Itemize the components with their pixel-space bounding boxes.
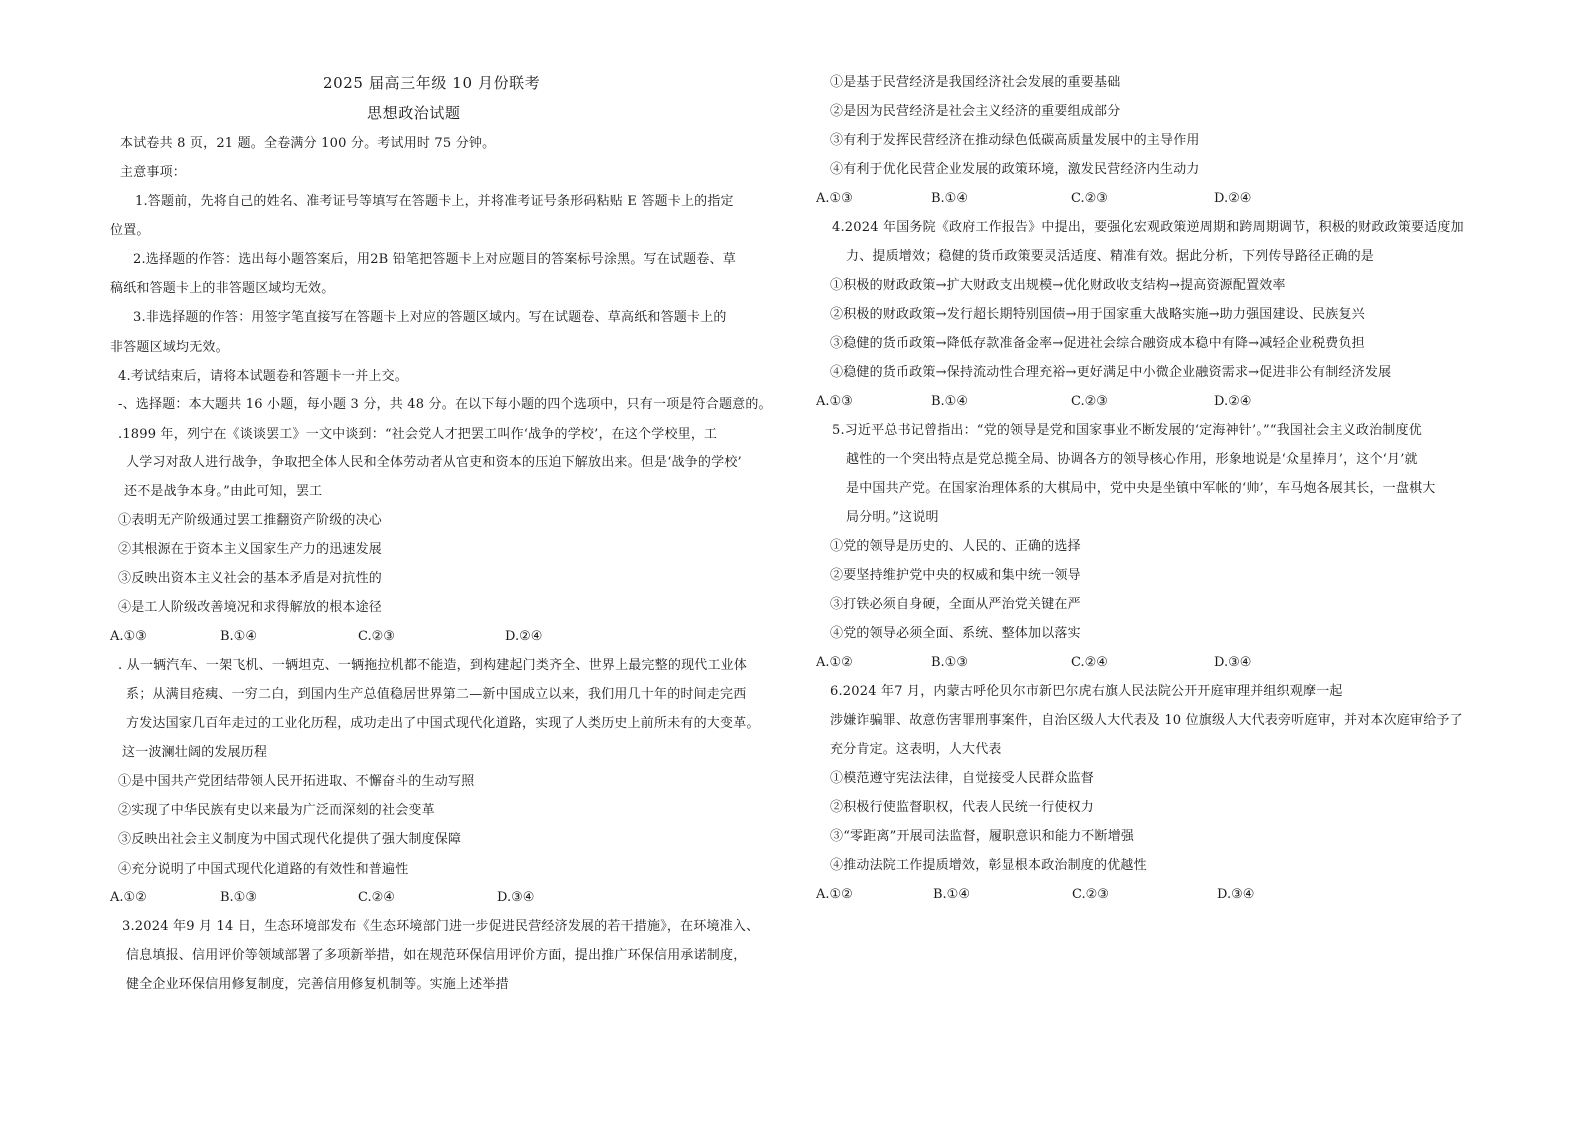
subject-title: 思想政治试题 [367,104,461,122]
option-a: A.①③ [816,394,853,409]
option-c: C.②③ [1071,191,1108,206]
option-a: A.①③ [110,629,147,644]
option-b: B.①④ [220,629,257,644]
notice-label: 主意事项： [120,165,187,180]
notice-item: 位置。 [110,223,150,238]
option-a: A.①③ [816,191,853,206]
statement-item: ①表明无产阶级通过罢工推翻资产阶级的决心 [118,513,383,528]
statement-item: ④有利于优化民营企业发展的政策环境，激发民营经济内生动力 [830,162,1200,177]
question-stem: 涉嫌诈骗罪、故意伤害罪刑事案件，自治区级人大代表及 10 位旗级人大代表旁听庭审，并对本次庭审给予了 [830,713,1463,728]
statement-item: ②积极的财政政策→发行超长期特别国债→用于国家重大战略实施→助力强国建设、民族复兴 [830,307,1365,322]
option-d: D.③④ [497,890,535,905]
question-stem: 4.2024 年国务院《政府工作报告》中提出，要强化宏观政策逆周期和跨周期调节，积极的财政政策要适度加 [832,220,1464,235]
option-a: A.①② [110,890,147,905]
question-stem: 方发达国家几百年走过的工业化历程，成功走出了中国式现代化道路，实现了人类历史上前所未有的大变革。 [126,716,760,731]
question-stem: 系；从满目疮痍、一穷二白，到国内生产总值稳居世界第二—新中国成立以来，我们用几十年的时间走完西 [126,687,747,702]
exam-intro: 本试卷共 8 页，21 题。全卷满分 100 分。考试用时 75 分钟。 [120,136,496,151]
notice-item: 3.非选择题的作答：用签字笔直接写在答题卡上对应的答题区域内。写在试题卷、草高纸和答题卡上的 [133,310,727,325]
statement-item: ④充分说明了中国式现代化道路的有效性和普遍性 [118,862,409,877]
statement-item: ④稳健的货币政策→保持流动性合理充裕→更好满足中小微企业融资需求→促进非公有制经济发展 [830,365,1392,380]
statement-item: ③稳健的货币政策→降低存款准备金率→促进社会综合融资成本稳中有降→减轻企业税费负担 [830,336,1365,351]
notice-item: 1.答题前，先将自己的姓名、准考证号等填写在答题卡上，并将准考证号条形码粘贴 E 答题卡上的指定 [135,194,734,209]
question-stem: 力、提质增效；稳健的货币政策要灵活适度、精准有效。据此分析，下列传导路径正确的是 [846,249,1375,264]
option-c: C.②③ [1071,394,1108,409]
question-stem: 越性的一个突出特点是党总揽全局、协调各方的领导核心作用，形象地说是‘众星捧月’，这个‘月’就 [846,452,1418,467]
question-stem: 健全企业环保信用修复制度，完善信用修复机制等。实施上述举措 [126,977,509,992]
statement-item: ③有利于发挥民营经济在推动绿色低碳高质量发展中的主导作用 [830,133,1200,148]
option-a: A.①② [816,655,853,670]
question-stem: 还不是战争本身。”由此可知，罢工 [124,484,323,499]
statement-item: ③反映出资本主义社会的基本矛盾是对抗性的 [118,571,383,586]
statement-item: ②实现了中华民族有史以来最为广泛而深刻的社会变革 [118,803,435,818]
statement-item: ②其根源在于资本主义国家生产力的迅速发展 [118,542,383,557]
question-stem: 6.2024 年7 月，内蒙古呼伦贝尔市新巴尔虎右旗人民法院公开开庭审理并组织观摩一起 [830,684,1343,699]
option-c: C.②④ [358,890,395,905]
question-stem: 是中国共产党。在国家治理体系的大棋局中，党中央是坐镇中军帐的‘帅’，车马炮各展其长，一盘棋大 [846,481,1436,496]
statement-item: ③打铁必须自身硬，全面从严治党关键在严 [830,597,1081,612]
statement-item: ②要坚持维护党中央的权威和集中统一领导 [830,568,1081,583]
notice-item: 稿纸和答题卡上的非答题区域均无效。 [110,281,335,296]
option-b: B.①③ [931,655,968,670]
option-c: C.②④ [1071,655,1108,670]
question-stem: 人学习对敌人进行战争，争取把全体人民和全体劳动者从官吏和资本的压迫下解放出来。但是‘战争的学校’ [126,455,742,470]
statement-item: ④是工人阶级改善境况和求得解放的根本途径 [118,600,383,615]
question-stem: .1899 年，列宁在《谈谈罢工》一文中谈到：“社会党人才把罢工叫作‘战争的学校’，在这个学校里，工 [118,427,718,442]
question-stem: 这一波澜壮阔的发展历程 [122,745,268,760]
option-a: A.①② [816,887,853,902]
option-d: D.②④ [1214,191,1252,206]
option-b: B.①④ [931,191,968,206]
question-stem: . 从一辆汽车、一架飞机、一辆坦克、一辆拖拉机都不能造，到构建起门类齐全、世界上最完整的现代工业体 [118,658,748,673]
option-b: B.①④ [931,394,968,409]
statement-item: ①模范遵守宪法法律，自觉接受人民群众监督 [830,771,1095,786]
section-heading: -、选择题：本大题共 16 小题，每小题 3 分，共 48 分。在以下每小题的四个选项中，只有一项是符合题意的。 [118,397,772,412]
statement-item: ④党的领导必须全面、系统、整体加以落实 [830,626,1081,641]
option-d: D.③④ [1214,655,1252,670]
statement-item: ②积极行使监督职权，代表人民统一行使权力 [830,800,1095,815]
question-stem: 信息填报、信用评价等领域部署了多项新举措，如在规范环保信用评价方面，提出推广环保信用承诺制度， [126,948,747,963]
statement-item: ④推动法院工作提质增效，彰显根本政治制度的优越性 [830,858,1147,873]
notice-item: 2.选择题的作答：选出每小题答案后，用2B 铅笔把答题卡上对应题目的答案标号涂黑。写在试题卷、草 [133,252,736,267]
question-stem: 3.2024 年9 月 14 日，生态环境部发布《生态环境部门进一步促进民营经济发展的若干措施》，在环境准入、 [122,919,760,934]
notice-item: 非答题区域均无效。 [110,340,229,355]
option-b: B.①③ [220,890,257,905]
question-stem: 局分明。”这说明 [846,510,939,525]
statement-item: ②是因为民营经济是社会主义经济的重要组成部分 [830,104,1121,119]
option-c: C.②③ [358,629,395,644]
statement-item: ①是基于民营经济是我国经济社会发展的重要基础 [830,75,1121,90]
option-b: B.①④ [933,887,970,902]
option-d: D.②④ [505,629,543,644]
notice-item: 4.考试结束后，请将本试题卷和答题卡一并上交。 [118,369,409,384]
question-stem: 5.习近平总书记曾指出：“党的领导是党和国家事业不断发展的‘定海神针’。”“我国社会主义政治制度优 [832,423,1422,438]
option-c: C.②③ [1072,887,1109,902]
statement-item: ①积极的财政政策→扩大财政支出规模→优化财政收支结构→提高资源配置效率 [830,278,1286,293]
option-d: D.③④ [1217,887,1255,902]
statement-item: ③“零距离”开展司法监督，履职意识和能力不断增强 [830,829,1135,844]
question-stem: 充分肯定。这表明，人大代表 [830,742,1002,757]
option-d: D.②④ [1214,394,1252,409]
statement-item: ③反映出社会主义制度为中国式现代化提供了强大制度保障 [118,832,462,847]
statement-item: ①党的领导是历史的、人民的、正确的选择 [830,539,1081,554]
exam-title: 2025 届高三年级 10 月份联考 [323,74,541,92]
statement-item: ①是中国共产党团结带领人民开拓进取、不懈奋斗的生动写照 [118,774,475,789]
